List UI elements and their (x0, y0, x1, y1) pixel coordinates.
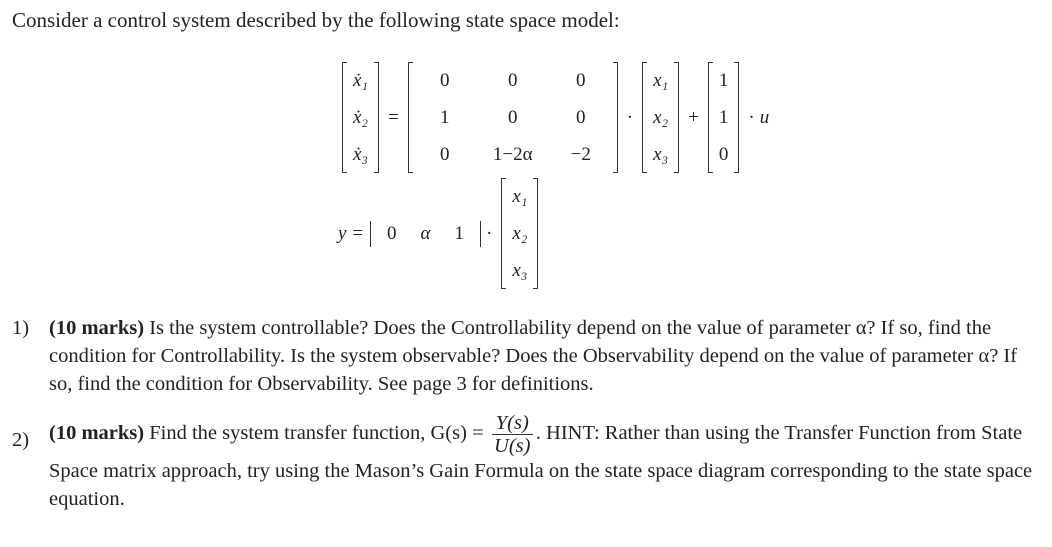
y-lhs: y = (338, 222, 365, 244)
a-11: 0 (440, 69, 450, 91)
plus-sign: + (688, 106, 699, 128)
fraction-numerator: Y(s) (492, 412, 533, 435)
xdot-2: ẋ₂ (353, 106, 369, 128)
a-21: 1 (440, 106, 450, 128)
question-2-marks: (10 marks) (49, 422, 145, 445)
question-1-marks: (10 marks) (49, 317, 145, 339)
question-1 (12, 314, 1044, 398)
a-33: −2 (570, 143, 591, 165)
state-equation (338, 62, 769, 173)
b-3: 0 (718, 143, 729, 165)
c-2: α (420, 222, 431, 244)
x-2: x₂ (653, 106, 669, 128)
a-31: 0 (440, 143, 450, 165)
x-vector (642, 62, 679, 173)
matrix-a (408, 62, 618, 173)
a-32: 1−2α (492, 143, 533, 165)
fraction-denominator: U(s) (494, 435, 531, 457)
equals-sign: = (388, 106, 399, 128)
question-2-number: 2) (12, 429, 30, 451)
question-1-number: 1) (12, 317, 30, 339)
transfer-function-fraction (492, 412, 533, 457)
b-1: 1 (718, 69, 729, 91)
xdot-1: ẋ₁ (353, 69, 369, 91)
dot-operator: · (626, 106, 634, 128)
input-u: u (759, 106, 770, 128)
a-23: 0 (576, 106, 586, 128)
intro-text: Consider a control system described by the following state space model: (12, 8, 620, 32)
x-vector-2 (501, 178, 538, 289)
matrix-b (708, 62, 740, 173)
a-22: 0 (508, 106, 518, 128)
question-1-text: Is the system controllable? Does the Controllability depend on the value of parameter α? If so, find the condition for Controllability. Is the system observable? Does the Observability depend on the value of parameter α? If so, find the condition for Observability. See page 3 for definitions. (49, 317, 1018, 395)
c-3: 1 (454, 222, 464, 244)
x2-1: x₁ (512, 185, 528, 207)
xdot-vector (342, 62, 379, 173)
question-2 (12, 412, 1044, 513)
output-equation (338, 178, 542, 289)
question-2-text-a: Find the system transfer function, G(s) = (144, 422, 484, 445)
matrix-c (370, 221, 481, 247)
x-3: x₃ (653, 143, 669, 165)
c-1: 0 (387, 222, 397, 244)
question-2-text-b: . HINT: Rather than using the Transfer Function from State Space matrix approach, try using the Mason’s Gain Formula on the state space diagram corresponding to the state space equation. (49, 422, 1033, 510)
a-13: 0 (576, 69, 586, 91)
dot-operator-2: · (748, 106, 755, 128)
dot-operator-3: · (486, 222, 493, 244)
b-2: 1 (718, 106, 729, 128)
x2-3: x₃ (512, 259, 528, 281)
x-1: x₁ (653, 69, 669, 91)
a-12: 0 (508, 69, 518, 91)
xdot-3: ẋ₃ (353, 143, 369, 165)
x2-2: x₂ (512, 222, 528, 244)
